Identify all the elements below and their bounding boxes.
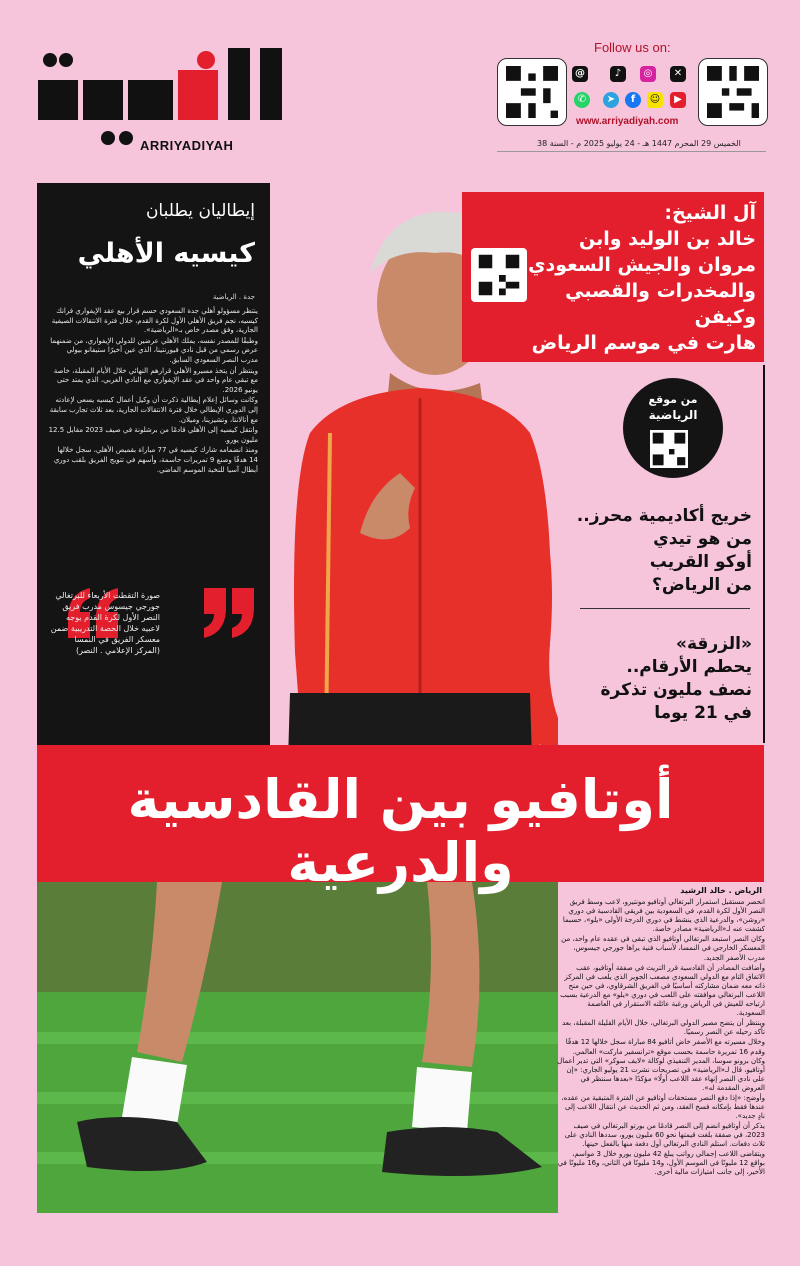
teaser-line: «الزرقة» — [676, 634, 752, 654]
main-story-paragraph: وأضافت المصادر أن القادسية قرر التريث في صفقة أوتافيو، عقب الاتفاق التام مع الدولي السعودي مصعب الجوير الذي يلعب في المركز ذاته معه ضمان مشاركته أساسيًا في الفريق الشرقاوي، في حين منح اللاعب البرتغالي موافقته على اللعب في دوري «يلو» مع الدرعية بسبب ارتياحه للعيش في الرياض ورغبة عائلته الاستقرار في العاصمة السعودية. — [560, 963, 765, 1018]
teaser-divider — [580, 608, 750, 609]
main-story-paragraph: وكان النصر استبعد البرتغالي أوتافيو الذي تبقى في عقده عام واحد، من المعسكر الخارجي في النمسا، لأسباب فنية يراها جورجي جيسوس، مدرب الأصفر الجديد. — [561, 935, 765, 962]
main-story-paragraph: وأوضح: «إذا دفع النصر مستحقات أوتافيو عن الفترة المتبقية من عقده، عندها فقط بإمكانه فسخ العقد، ومن ثم الحديث عن انتقال اللاعب إلى نادٍ جديد». — [561, 1093, 765, 1121]
promo-headline — [520, 200, 756, 356]
site-badge-line1: من موقع — [648, 393, 698, 406]
snapchat-icon[interactable]: ☺ — [647, 92, 663, 108]
promo-qr-code[interactable] — [471, 248, 527, 302]
promo-line: خالد بن الوليد وابن — [579, 228, 756, 250]
qr-code-right[interactable] — [698, 58, 768, 126]
follow-label: Follow us on: — [594, 40, 671, 55]
telegram-icon[interactable]: ➤ — [603, 92, 619, 108]
youtube-icon[interactable]: ▶ — [670, 92, 686, 108]
teaser-tickets[interactable] — [560, 633, 752, 725]
left-story-paragraph: وطبقًا للمصدر نفسه، يملك الأهلي عرضين للدولي الإيفواري، من ضمنهما عرض رسمي من قبل نادي فيورنتينا، الذي عين أخيرًا ستيفانو بيولي مدرب النصر السعودي السابق. — [50, 336, 258, 364]
teaser-line: خريج أكاديمية محرز.. — [576, 506, 752, 526]
threads-icon[interactable]: @ — [572, 66, 588, 82]
teaser-line: أوكو القريب — [649, 552, 752, 572]
promo-line: والمخدرات والقصبي وكيفن — [565, 280, 756, 328]
social-icons — [570, 60, 694, 112]
right-column-rule — [763, 365, 765, 743]
main-headline[interactable]: أوتافيو بين القادسية والدرعية — [127, 768, 674, 894]
main-story-paragraph: انحصر مستقبل استمرار البرتغالي أوتافيو مونتيرو، لاعب وسط فريق النصر الأول لكرة القدم، في السعودية بين فريقي القادسية في دوري «روشن»، والدرعية الذي ينشط في دوري الدرجة الأولى «يلو»، حسبما كشفت عنه لـ«الرياضية» مصادر خاصة. — [562, 898, 765, 934]
teaser-line: في 21 يوما — [654, 703, 752, 723]
teaser-line: يحطم الأرقام.. — [626, 657, 752, 677]
teaser-teddy-okou[interactable] — [560, 505, 752, 597]
training-field-photo — [37, 882, 558, 1213]
promo-line: هارت في موسم الرياض — [531, 332, 756, 354]
left-story-paragraph: وكانت وسائل إعلام إيطالية ذكرت أن وكيل أعمال كيسيه يسعى لإعادته إلى الدوري الإيطالي خلال فترة الانتقالات الجارية، بعد ثلاث تجارب سابقة مع أتالانتا، وتشيزينا، وميلان. — [49, 396, 258, 424]
left-story-body — [48, 307, 258, 476]
teaser-line: من الرياض؟ — [651, 575, 752, 595]
teaser-line: نصف مليون تذكرة — [600, 680, 752, 700]
logo-latin-text: ARRIYADIYAH — [140, 138, 234, 153]
site-badge-qr-code[interactable] — [650, 430, 688, 468]
site-url-link[interactable]: www.arriyadiyah.com — [576, 116, 679, 127]
main-story-paragraph: وخلال مسيرته مع الأصفر خاض أتافيو 84 مباراة سجل خلالها 12 هدفًا وقدم 16 تمريرة حاسمة بحسب موقع «ترانسفير ماركت» العالمي. وكان برونو سوسا، المدير التنفيذي لوكالة «لايف سوكر» التي تدير أعمال أوتافيو، قال لـ«الرياضية» في تصريحات نشرت 21 يوليو الجاري: «إن على نادي النصر إنهاء عقد اللاعب أولًا» مؤكدًا «بعدها سننظر في العروض المقدمة له». — [557, 1038, 765, 1092]
left-story-paragraph: ينتظر مسؤولو أهلي جدة السعودي حسم قرار بيع عقد الإيفواري فرانك كيسيه، نجم فريق الأهلي الأول لكرة القدم، خلال فترة الانتقالات الصيفية الجارية، وفق مصدر خاص بـ«الرياضية». — [51, 307, 258, 335]
left-story-paragraph: ومنذ انضمامه شارك كيسيه في 77 مباراة بقميص الأهلي، سجل خلالها 14 هدفًا وصنع 9 تمريرات حاسمة، وأسهم في تتويج الفريق بلقب دوري أبطال آسيا للنخبة الموسم الماضي. — [53, 446, 258, 474]
facebook-icon[interactable]: f — [625, 92, 641, 108]
promo-line: آل الشيخ: — [664, 202, 756, 224]
masthead — [0, 0, 800, 178]
left-story-paragraph: وانتقل كيسيه إلى الأهلي قادمًا من برشلونة في صيف 2023 مقابل 12.5 مليون يورو. — [48, 426, 258, 444]
left-story-headline[interactable]: كيسيه الأهلي — [77, 238, 255, 269]
main-story-paragraph: وينتظر أن يتضح مصير الدولي البرتغالي، خلال الأيام القليلة المقبلة، بعد تأكد رحيله عن النصر رسميًا. — [562, 1019, 765, 1037]
masthead-divider — [497, 151, 766, 152]
x-icon[interactable]: ✕ — [670, 66, 686, 82]
left-story-paragraph: وينتظر أن يتخذ مسيرو الأهلي قرارهم النهائي خلال الأيام المقبلة، خاصة مع تبقي عام واحد في عقد الإيفواري مع النادي الغربي، الذي يمتد حتى يونيو 2026. — [53, 366, 258, 394]
main-story-paragraph: يذكر أن أوتافيو انضم إلى النصر قادمًا من بورتو البرتغالي في صيف 2023، في صفقة بلغت قيمتها نحو 60 مليون يورو، سددها النادي على ثلاث دفعات. استلم النادي البرتغالي أول دفعة منها بالفعل حينها. ويتقاضى اللاعب إجمالي رواتب يبلغ 42 مليون يورو خلال 3 مواسم، بواقع 12 مليونًا في الموسم الأول، و14 مليونًا في الثاني، و16 مليونًا في الأخير، إلى جانب امتيازات مالية أخرى. — [557, 1122, 765, 1176]
site-badge-line2: الرياضية — [648, 408, 698, 422]
dateline: الخميس 29 المحرم 1447 هـ - 24 يوليو 2025 م - السنة 38 — [537, 139, 741, 148]
left-story-byline: جدة . الرياضية — [212, 293, 255, 301]
teaser-line: من هو تيدي — [653, 529, 752, 549]
tiktok-icon[interactable]: ♪ — [610, 66, 626, 82]
main-story-body — [557, 898, 765, 1178]
photo-caption: صورة التقطت الأربعاء للبرتغالي جورجي جيسوس مدرب فريق النصر الأول لكرة القدم يوجه لاعبيه خلال الحصة التدريبية ضمن معسكر الفريق في النمسا (المركز الإعلامي . النصر) — [50, 591, 160, 655]
instagram-icon[interactable]: ◎ — [640, 66, 656, 82]
promo-line: مروان والجيش السعودي — [528, 254, 756, 276]
whatsapp-icon[interactable]: ✆ — [574, 92, 590, 108]
main-story-byline: الرياض . خالد الرشيد — [680, 886, 762, 895]
left-story-kicker: إيطاليان يطلبان — [145, 201, 255, 221]
qr-code-left[interactable] — [497, 58, 567, 126]
